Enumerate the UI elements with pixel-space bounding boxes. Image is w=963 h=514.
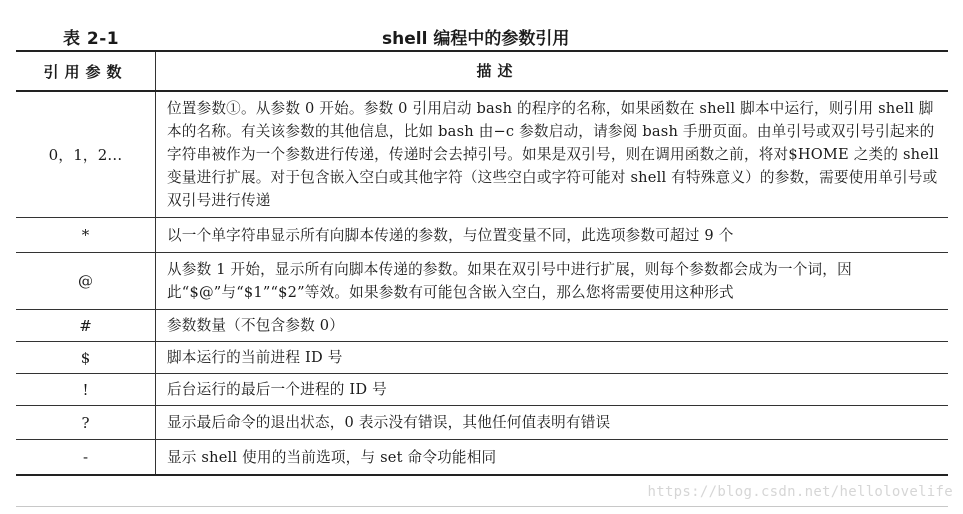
row-desc [156,440,948,474]
row-desc-text: 脚本运行的当前进程 ID 号 [167,349,343,366]
table-row [16,253,948,310]
row-desc [156,406,948,439]
row-desc-text: 从参数 1 开始，显示所有向脚本传递的参数。如果在双引号中进行扩展，则每个参数都会成为一个词，因此“$@”与“$1”“$2”等效。如果参数有可能包含嵌入空白，那么您将需要使用这种形式 [167,261,852,301]
table-row [16,440,948,474]
row-desc-text: 后台运行的最后一个进程的 ID 号 [167,381,387,398]
row-desc [156,92,948,217]
page-rule [16,506,948,507]
row-desc-text: 显示 shell 使用的当前选项，与 set 命令功能相同 [167,448,497,466]
row-desc-text: 位置参数①。从参数 0 开始。参数 0 引用启动 bash 的程序的名称，如果函数在 shell 脚本中运行，则引用 shell 脚本的名称。有关该参数的其他信息，比如 bash 由−c 参数启动，请参阅 bash 手册页面。由单引号或双引号引起来的字符串被作为一个参数进行传递，传递时会去掉引号。如果是双引号，则在调用函数之前，将对$HOME 之类的 shell 变量进行扩展。对于包含嵌入空白或其他字符（这些空白或字符可能对 shell 有特殊意义）的参数，需要使用单引号或双引号进行传递 [167,100,939,209]
table-row [16,310,948,342]
row-desc [156,342,948,373]
watermark-text: https://blog.csdn.net/hellolovelife [647,484,953,500]
row-key: * [16,218,156,252]
row-key: # [16,310,156,341]
row-key: ? [16,406,156,439]
row-key: ! [16,374,156,405]
table-row [16,218,948,253]
table-title: shell 编程中的参数引用 [382,29,570,49]
table-number: 表 2-1 [63,29,120,49]
row-desc [156,253,948,309]
row-desc [156,374,948,405]
parameter-table [16,50,948,476]
row-key: @ [16,253,156,309]
row-desc-text: 参数数量（不包含参数 0） [167,317,345,334]
header-desc: 描述 [476,61,519,80]
row-desc-text: 以一个单字符串显示所有向脚本传递的参数，与位置变量不同，此选项参数可超过 9 个 [167,226,734,244]
table-row [16,374,948,406]
table-row [16,92,948,218]
row-key: $ [16,342,156,373]
row-desc [156,310,948,341]
row-desc [156,218,948,252]
row-desc-text: 显示最后命令的退出状态，0 表示没有错误，其他任何值表明有错误 [167,414,611,431]
table-row [16,406,948,440]
table-row [16,342,948,374]
header-key: 引用参数 [16,52,156,90]
row-key: 0，1，2… [16,92,156,217]
table-header-row [16,52,948,92]
row-key: - [16,440,156,474]
